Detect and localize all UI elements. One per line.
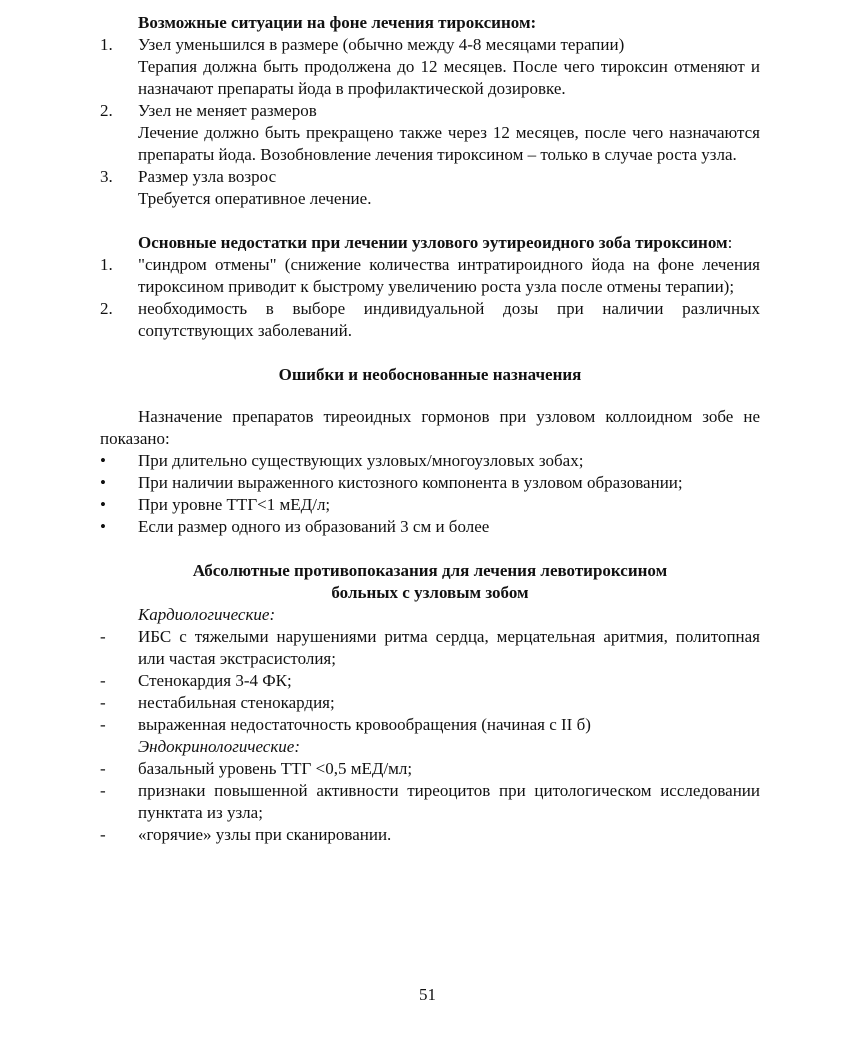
bullet-item-text: При уровне ТТГ<1 мЕД/л; — [138, 495, 331, 514]
bullet-marker: • — [100, 451, 106, 470]
list-item — [100, 34, 760, 100]
list-item-text: необходимость в выборе индивидуальной дозы при наличии различных сопутствующих заболеваний. — [138, 299, 760, 340]
dash-item — [100, 758, 760, 780]
dash-item — [100, 626, 760, 670]
intro-paragraph: Назначение препаратов тиреоидных гормонов при узловом коллоидном зобе не показано: — [100, 407, 760, 448]
dash-marker: - — [100, 759, 106, 778]
bullet-item — [100, 472, 760, 494]
list-item-text: Требуется оперативное лечение. — [138, 189, 372, 208]
dash-item-text: признаки повышенной активности тиреоцитов при цитологическом исследовании пунктата из узла; — [138, 781, 760, 822]
dash-item-text: нестабильная стенокардия; — [138, 693, 335, 712]
list-marker: 1. — [100, 255, 113, 274]
dash-item — [100, 780, 760, 824]
list-item-title: Размер узла возрос — [138, 167, 277, 186]
dash-item — [100, 692, 760, 714]
bullet-item — [100, 494, 760, 516]
section-treatment-situations — [100, 12, 760, 210]
section-treatment-drawbacks — [100, 232, 760, 342]
section-heading: Ошибки и необоснованные назначения — [278, 365, 582, 384]
list-item — [100, 298, 760, 342]
list-item-title: Узел уменьшился в размере (обычно между 4-8 месяцами терапии) — [138, 35, 625, 54]
list-marker: 2. — [100, 299, 113, 318]
dash-item-text: Стенокардия 3-4 ФК; — [138, 671, 292, 690]
dash-marker: - — [100, 715, 106, 734]
list-marker: 2. — [100, 101, 113, 120]
list-item — [100, 100, 760, 166]
dash-item — [100, 714, 760, 736]
bullet-item — [100, 516, 760, 538]
list-item-text: "синдром отмены" (снижение количества интратироидного йода на фоне лечения тироксином приводит к быстрому увеличению роста узла после отмены терапии); — [138, 255, 760, 296]
bullet-item-text: При длительно существующих узловых/многоузловых зобах; — [138, 451, 584, 470]
dash-marker: - — [100, 781, 106, 800]
list-item — [100, 166, 760, 210]
bullet-item — [100, 450, 760, 472]
bullet-item-text: Если размер одного из образований 3 см и более — [138, 517, 490, 536]
section-errors — [100, 364, 760, 538]
bullet-marker: • — [100, 517, 106, 536]
list-marker: 1. — [100, 35, 113, 54]
section-heading-text: Основные недостатки при лечении узлового эутиреоидного зоба тироксином — [138, 233, 728, 252]
dash-marker: - — [100, 627, 106, 646]
dash-item-text: «горячие» узлы при сканировании. — [138, 825, 392, 844]
list-item-text: Терапия должна быть продолжена до 12 месяцев. После чего тироксин отменяют и назначают препараты йода в профилактической дозировке. — [138, 57, 760, 98]
section-heading — [100, 232, 760, 254]
dash-item-text: базальный уровень ТТГ <0,5 мЕД/мл; — [138, 759, 413, 778]
page-number: 51 — [419, 985, 436, 1004]
bullet-marker: • — [100, 473, 106, 492]
dash-marker: - — [100, 693, 106, 712]
dash-item — [100, 670, 760, 692]
section-heading-colon: : — [727, 233, 733, 252]
section-heading-line-2: больных с узловым зобом — [331, 583, 529, 602]
dash-item-text: выраженная недостаточность кровообращения (начиная с II б) — [138, 715, 591, 734]
dash-item-text: ИБС с тяжелыми нарушениями ритма сердца, мерцательная аритмия, политопная или частая экстрасистолия; — [138, 627, 760, 668]
section-contraindications — [100, 560, 760, 846]
subheading-cardio: Кардиологические: — [138, 605, 276, 624]
list-marker: 3. — [100, 167, 113, 186]
bullet-marker: • — [100, 495, 106, 514]
bullet-item-text: При наличии выраженного кистозного компонента в узловом образовании; — [138, 473, 683, 492]
document-page — [100, 12, 760, 846]
list-item — [100, 254, 760, 298]
section-heading: Возможные ситуации на фоне лечения тироксином: — [138, 13, 537, 32]
section-heading-line-1: Абсолютные противопоказания для лечения левотироксином — [192, 561, 668, 580]
list-item-text: Лечение должно быть прекращено также через 12 месяцев, после чего назначаются препараты йода. Возобновление лечения тироксином – только в случае роста узла. — [138, 123, 760, 164]
list-item-title: Узел не меняет размеров — [138, 101, 317, 120]
dash-marker: - — [100, 671, 106, 690]
subheading-endo: Эндокринологические: — [138, 737, 301, 756]
dash-item — [100, 824, 760, 846]
dash-marker: - — [100, 825, 106, 844]
